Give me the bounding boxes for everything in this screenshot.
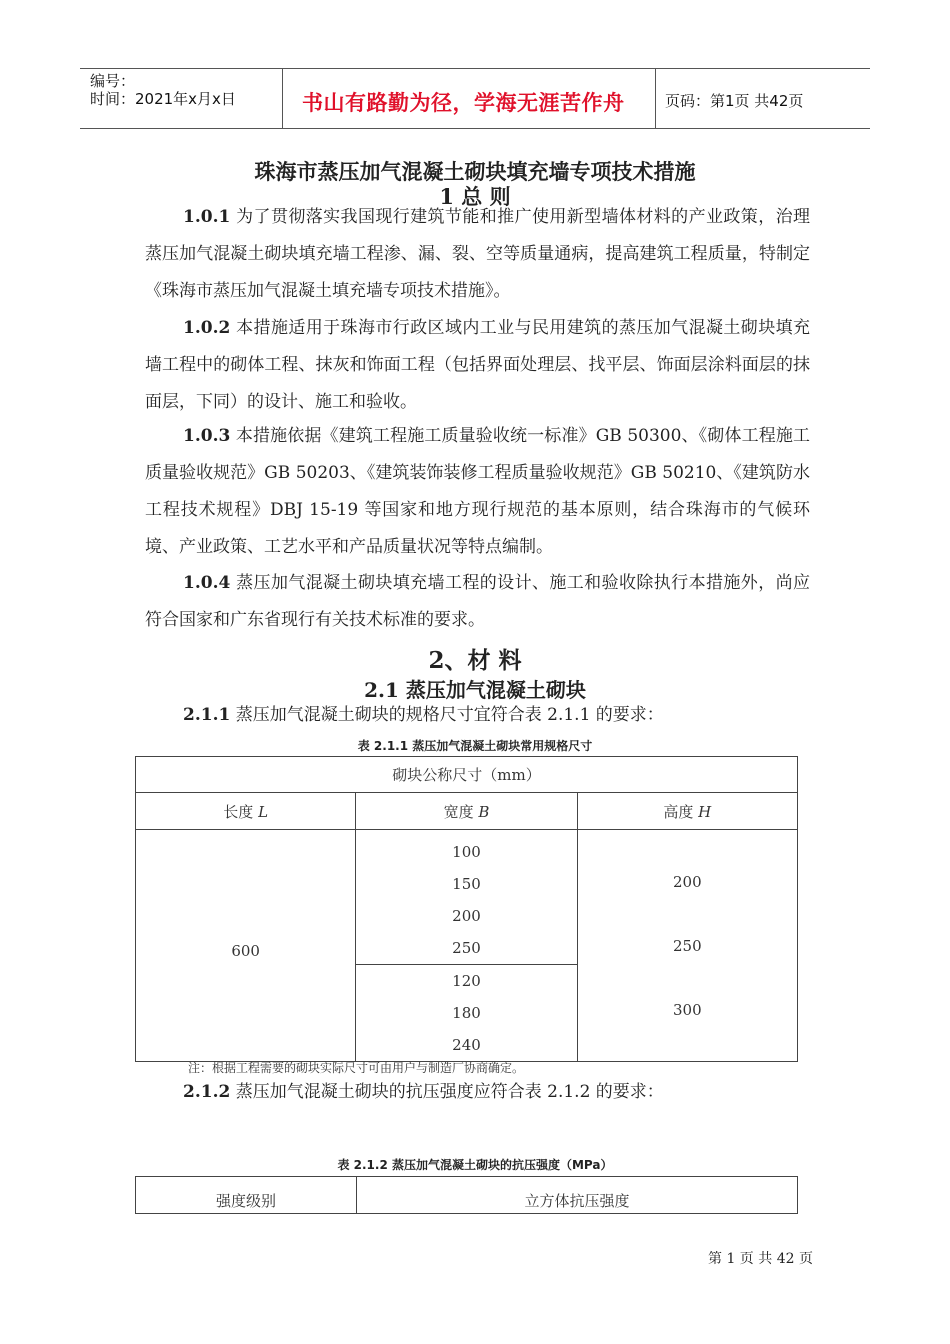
section-1-title: 1 总 则 xyxy=(439,184,511,209)
table-group-header: 砌块公称尺寸（mm） xyxy=(136,757,798,793)
table-note: 注：根据工程需要的砌块实际尺寸可由用户与制造厂协商确定。 xyxy=(188,1061,525,1075)
table-2-1-2 xyxy=(135,1176,798,1214)
width-value: 250 xyxy=(452,939,481,957)
clause-text: 蒸压加气混凝土砌块填充墙工程的设计、施工和验收除执行本措施外，尚应符合国家和广东省现行有关技术标准的要求。 xyxy=(145,573,810,630)
column-header-height: 高度 H xyxy=(577,793,797,830)
clause-number: 1.0.1 xyxy=(183,207,231,227)
clause-text: 蒸压加气混凝土砌块的抗压强度应符合表 2.1.2 的要求： xyxy=(230,1082,664,1102)
page-footer: 第 1 页 共 42 页 xyxy=(708,1251,813,1267)
section-2-title: 2、材 料 xyxy=(428,647,522,674)
document-title: 珠海市蒸压加气混凝土砌块填充墙专项技术措施 xyxy=(254,159,696,184)
paragraph-1-0-2 xyxy=(145,310,810,421)
height-value: 200 xyxy=(673,872,702,891)
clause-number: 1.0.3 xyxy=(183,426,231,446)
column-header-width: 宽度 B xyxy=(356,793,577,830)
width-value: 120 xyxy=(452,972,481,990)
header-divider-left xyxy=(282,68,283,129)
paragraph-1-0-4 xyxy=(145,565,810,639)
header-bottom-rule xyxy=(80,128,870,129)
header-top-rule xyxy=(80,68,870,69)
clause-text: 本措施适用于珠海市行政区域内工业与民用建筑的蒸压加气混凝土砌块填充墙工程中的砌体工程、抹灰和饰面工程（包括界面处理层、找平层、饰面层涂料面层的抹面层，下同）的设计、施工和验收。 xyxy=(145,318,810,412)
clause-number: 1.0.4 xyxy=(183,573,231,593)
width-value: 180 xyxy=(452,1004,481,1022)
paragraph-2-1-2 xyxy=(145,1074,810,1111)
clause-text: 蒸压加气混凝土砌块的规格尺寸宜符合表 2.1.1 的要求： xyxy=(230,705,664,725)
header-number-label: 编号： xyxy=(90,72,136,90)
width-value: 150 xyxy=(452,875,481,893)
header-motto: 书山有路勤为径，学海无涯苦作舟 xyxy=(302,91,625,115)
clause-text: 为了贯彻落实我国现行建筑节能和推广使用新型墙体材料的产业政策，治理蒸压加气混凝土砌块填充墙工程渗、漏、裂、空等质量通病，提高建筑工程质量，特制定《珠海市蒸压加气混凝土填充墙专项技术措施》。 xyxy=(145,207,810,301)
column-header-cube-strength: 立方体抗压强度 xyxy=(357,1177,798,1214)
length-cell: 600 xyxy=(136,830,356,1062)
height-group xyxy=(577,830,797,1062)
paragraph-1-0-3 xyxy=(145,418,810,566)
table-2-1-2-caption: 表 2.1.2 蒸压加气混凝土砌块的抗压强度（MPa） xyxy=(337,1158,613,1172)
column-header-strength-grade: 强度级别 xyxy=(136,1177,357,1214)
height-value: 300 xyxy=(673,1000,702,1019)
section-2-1-title: 2.1 蒸压加气混凝土砌块 xyxy=(364,678,586,702)
clause-number: 1.0.2 xyxy=(183,318,231,338)
clause-text: 本措施依据《建筑工程施工质量验收统一标准》GB 50300、《砌体工程施工质量验收规范》GB 50203、《建筑装饰装修工程质量验收规范》GB 50210、《建筑防水工程技术规程》DBJ 15-19 等国家和地方现行规范的基本原则，结合珠海市的气候环境、产业政策、工艺水平和产品质量状况等特点编制。 xyxy=(145,426,810,557)
width-value: 200 xyxy=(452,907,481,925)
paragraph-1-0-1 xyxy=(145,199,810,310)
column-header-length: 长度 L xyxy=(136,793,356,830)
clause-number: 2.1.2 xyxy=(183,1082,231,1102)
width-group-a xyxy=(356,830,577,965)
table-2-1-1 xyxy=(135,756,798,1062)
width-value: 100 xyxy=(452,843,481,861)
header-page-label: 页码：第1页 共42页 xyxy=(665,92,804,110)
table-2-1-1-caption: 表 2.1.1 蒸压加气混凝土砌块常用规格尺寸 xyxy=(357,739,593,753)
clause-number: 2.1.1 xyxy=(183,705,231,725)
paragraph-2-1-1 xyxy=(145,697,810,734)
header-divider-right xyxy=(655,68,656,129)
width-group-b xyxy=(356,965,577,1062)
height-value: 250 xyxy=(673,936,702,955)
header-time-label: 时间：2021年x月x日 xyxy=(90,90,236,108)
width-value: 240 xyxy=(452,1036,481,1054)
